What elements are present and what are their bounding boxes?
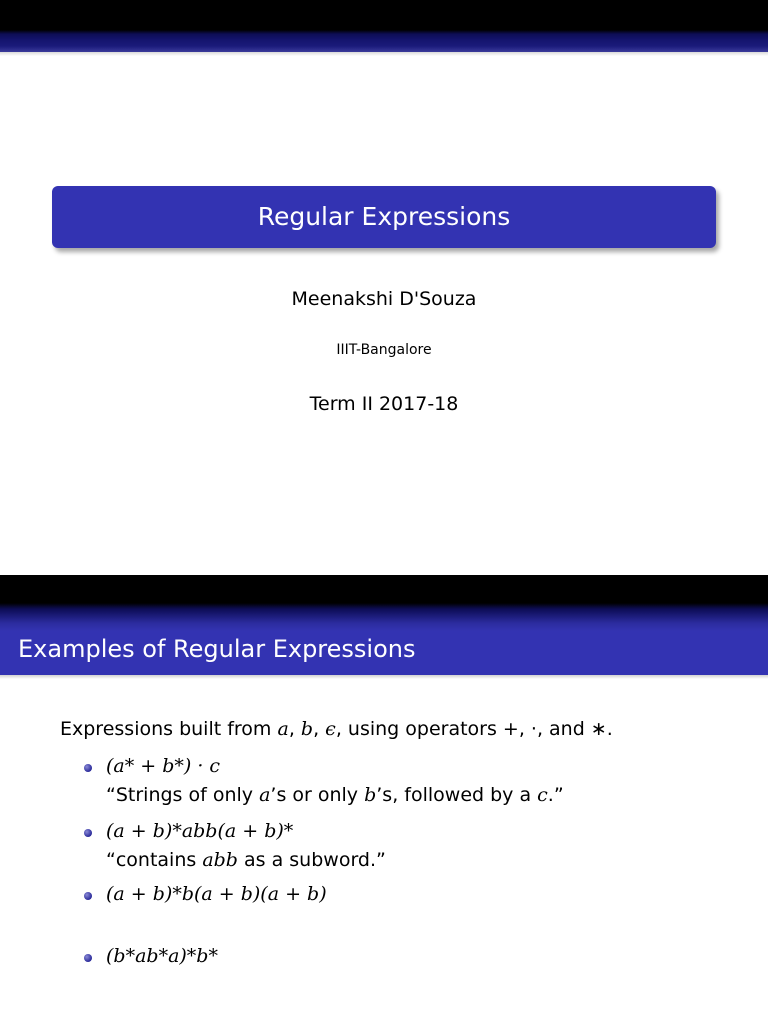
header-shadow bbox=[0, 52, 768, 56]
desc-var: abb bbox=[202, 849, 238, 871]
title-slide bbox=[0, 0, 768, 500]
desc-var: c bbox=[537, 784, 548, 806]
regex-expression: (a + b)*abb(a + b)* bbox=[106, 820, 294, 842]
author-name: Meenakshi D'Souza bbox=[291, 288, 477, 310]
frame-header-shadow bbox=[0, 675, 768, 679]
desc-part: .” bbox=[547, 784, 564, 806]
slide-gap bbox=[0, 500, 768, 575]
regex-expression: (a + b)*b(a + b)(a + b) bbox=[106, 883, 327, 905]
intro-sep: , bbox=[313, 718, 326, 740]
bullet-icon bbox=[84, 829, 92, 837]
term-label: Term II 2017-18 bbox=[309, 393, 459, 415]
desc-part: ’s, followed by a bbox=[376, 784, 538, 806]
regex-expression: (b*ab*a)*b* bbox=[106, 945, 218, 967]
intro-text-part: , using operators +, ·, and ∗. bbox=[335, 718, 613, 740]
desc-part: “contains bbox=[106, 849, 203, 871]
desc-part: “Strings of only bbox=[106, 784, 260, 806]
desc-part: ’s or only bbox=[270, 784, 365, 806]
regex-description bbox=[106, 784, 564, 806]
institute-name: IIIT-Bangalore bbox=[336, 342, 432, 358]
examples-slide bbox=[0, 575, 768, 1024]
bullet-icon bbox=[84, 954, 92, 962]
regex-description bbox=[106, 849, 386, 871]
frame-title: Examples of Regular Expressions bbox=[18, 635, 416, 663]
var-b: b bbox=[300, 718, 314, 740]
desc-var: b bbox=[364, 784, 377, 806]
intro-text-part: Expressions built from bbox=[60, 718, 278, 740]
bullet-icon bbox=[84, 892, 92, 900]
intro-text bbox=[60, 718, 613, 740]
intro-sep: , bbox=[288, 718, 301, 740]
desc-part: as a subword.” bbox=[237, 849, 386, 871]
var-epsilon: ϵ bbox=[325, 718, 336, 740]
regex-expression: (a* + b*) · c bbox=[106, 755, 221, 777]
desc-var: a bbox=[259, 784, 271, 806]
slide-header-bar bbox=[0, 0, 768, 52]
bullet-icon bbox=[84, 764, 92, 772]
slide-title: Regular Expressions bbox=[52, 186, 716, 248]
var-a: a bbox=[277, 718, 289, 740]
